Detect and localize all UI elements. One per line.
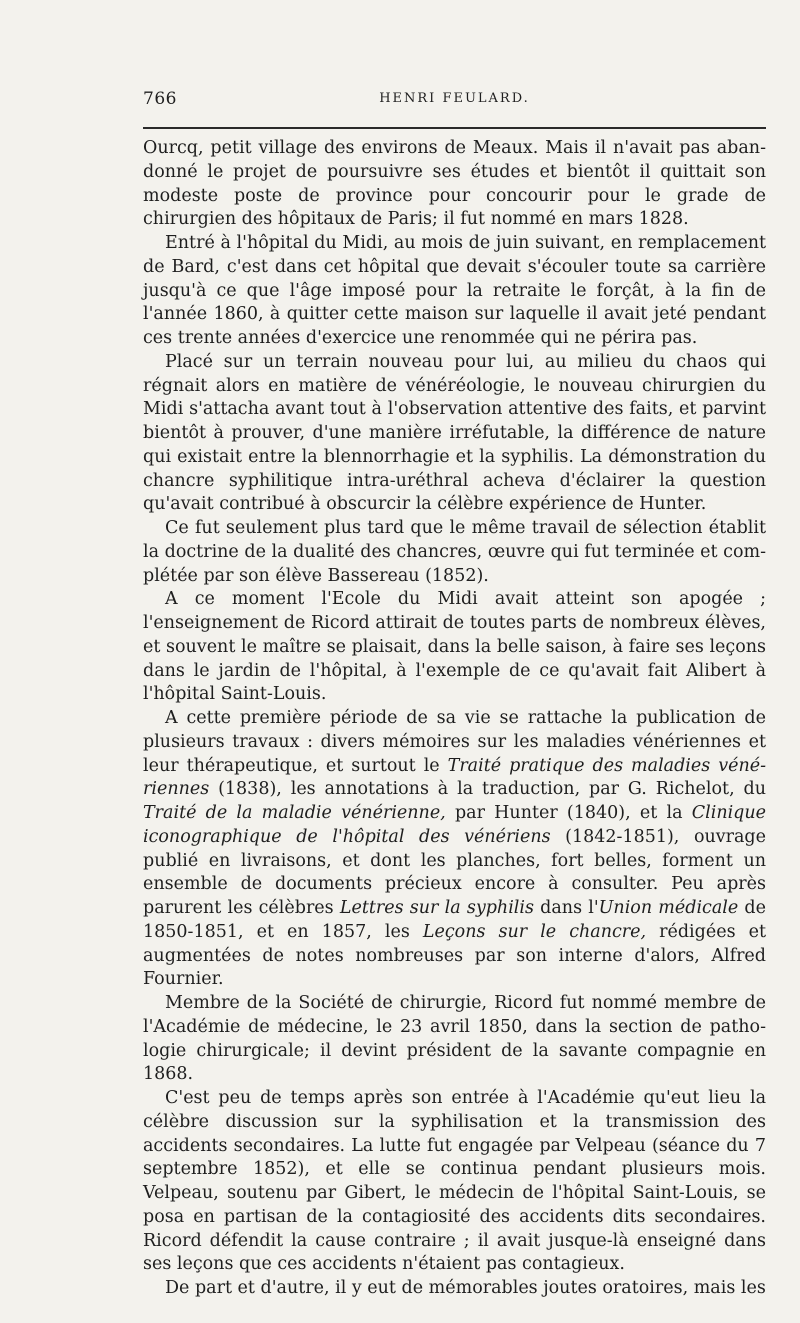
text-run: de 1850-1851, et en 1857, les	[143, 898, 766, 942]
text-run: A ce moment l'Ecole du Midi avait atteint son apogée ; l'enseignement de Ricord attirait de toutes parts de nombreux élèves, et souvent le maître se plaisait, dans la belle saison, à faire ses leçons dans le jardin de l'hôpital, à l'exemple de ce qu'avait fait Alibert à l'hôpital Saint-Louis.	[143, 589, 766, 705]
text-run: Entré à l'hôpital du Midi, au mois de juin suivant, en remplacement de Bard, c'est dans cet hôpital que devait s'écouler toute sa carrière jusqu'à ce que l'âge imposé pour la retraite le forçât, à la fin de l'année 1860, à quitter cette maison sur laquelle il avait jeté pendant ces trente années d'exercice une renommée qui ne périra pas.	[143, 233, 766, 348]
text-run: dans l'	[533, 898, 599, 918]
italic-title: Traité pratique des maladies vénériennes	[143, 755, 767, 800]
text-run: par Hunter (1840), et la	[445, 803, 692, 823]
paragraph	[143, 137, 766, 232]
italic-title: Clinique iconographique de l'hôpital des vénériens	[143, 803, 767, 847]
text-run: Placé sur un terrain nouveau pour lui, au milieu du chaos qui régnait alors en matière de vénéréologie, le nouveau chirurgien du Midi s'attacha avant tout à l'observation attentive des faits, et parvint bientôt à prouver, d'une manière irréfutable, la différence de nature qui existait entre la blennorrhagie et la syphilis. La démonstration du chancre syphilitique intra-uréthral acheva d'éclairer la question qu'avait contribué à obscurcir la célèbre expérience de Hunter.	[143, 351, 766, 515]
text-run: A cette première période de sa vie se rattache la publication de plusieurs travaux : divers mémoires sur les maladies vénériennes et leur thérapeutique, et surtout le	[143, 708, 766, 776]
paragraph	[143, 588, 766, 707]
paragraph	[143, 232, 766, 351]
body-text	[143, 137, 766, 1301]
header-rule	[143, 127, 766, 129]
text-run: Ourcq, petit village des environs de Meaux. Mais il n'avait pas abandonné le projet de poursuivre ses études et bientôt il quittait son modeste poste de province pour concourir pour le grade de chirurgien des hôpitaux de Paris; il fut nommé en mars 1828.	[143, 138, 766, 230]
italic-title: Leçons sur le chancre,	[422, 921, 647, 942]
text-run: (1842-1851), ouvrage publié en livraisons, et dont les planches, fort belles, forment un ensemble de documents précieux encore à consulter. Peu après parurent les célèbres	[143, 826, 766, 918]
text-run: rédigées et augmentées de notes nombreuses par son interne d'alors, Alfred Fournier.	[143, 921, 767, 990]
text-run: C'est peu de temps après son entrée à l'Académie qu'eut lieu la célèbre discussion sur la syphilisation et la transmission des accidents secondaires. La lutte fut engagée par Velpeau (séance du 7 septembre 1852), et elle se continua pendant plusieurs mois. Velpeau, soutenu par Gibert, le médecin de l'hôpital Saint-Louis, se posa en partisan de la contagiosité des accidents dits secondaires. Ricord défendit la cause contraire ; il avait jusque-là enseigné dans ses leçons que ces accidents n'étaient pas contagieux.	[143, 1088, 766, 1275]
paragraph	[143, 1087, 766, 1277]
text-run: Membre de la Société de chirurgie, Ricord fut nommé membre de l'Académie de médecine, le 23 avril 1850, dans la section de pathologie chirurgicale; il devint président de la savante compagnie en 1868.	[143, 993, 766, 1085]
paragraph	[143, 351, 766, 517]
italic-title: Traité de la maladie vénérienne,	[143, 803, 446, 823]
paragraph	[143, 517, 766, 588]
italic-title: Union médicale	[598, 898, 739, 918]
page-header	[143, 89, 766, 113]
text-run: (1838), les annotations à la traduction, par G. Richelot, du	[209, 779, 766, 800]
text-run: De part et d'autre, il y eut de mémorables joutes oratoires, mais les	[165, 1278, 766, 1298]
running-head: HENRI FEULARD.	[379, 91, 530, 106]
italic-title: Lettres sur la syphilis	[339, 898, 534, 918]
paragraph	[143, 992, 766, 1087]
paragraph	[143, 1277, 766, 1301]
page-number: 766	[143, 89, 177, 109]
text-run: Ce fut seulement plus tard que le même travail de sélection établit la doctrine de la dualité des chancres, œuvre qui fut terminée et complétée par son élève Bassereau (1852).	[143, 518, 766, 586]
paragraph	[143, 707, 766, 992]
